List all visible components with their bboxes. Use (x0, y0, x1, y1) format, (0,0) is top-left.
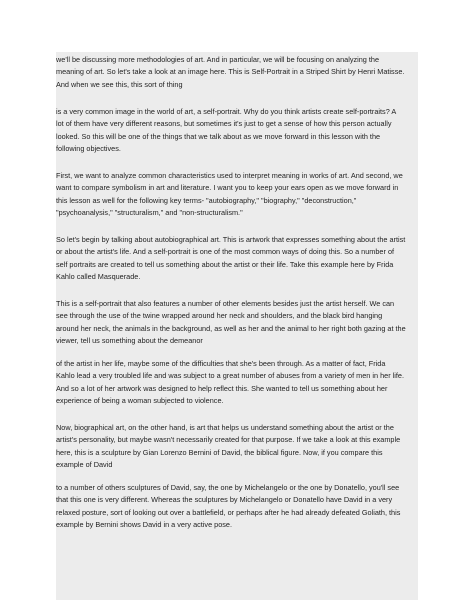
text-line: And when we see this, this sort of thing (56, 79, 183, 89)
text-line: artist's personality, but maybe wasn't necessarily created for that purpose. If we take a look at this example (56, 435, 401, 445)
paragraph-3 (56, 170, 403, 220)
text-line: experience of being a woman subjected to violence. (56, 396, 224, 406)
text-line: looked. So this will be one of the things that we talk about as we move forward in this lesson with the (56, 131, 381, 141)
text-line: that this one is very different. Whereas the sculptures by Michelangelo or Donatello have David in a very (56, 495, 393, 505)
text-line: around her neck, the animals in the background, as well as her and the animal to her right both gazing at the (56, 323, 406, 333)
text-line: Kahlo lead a very troubled life and was subject to a great number of abuses from a variety of men in her life. (56, 371, 405, 381)
text-line: This is a self-portrait that also features a number of other elements besides just the artist herself. We can (56, 299, 395, 308)
text-line: viewer, tell us something about the demeanor (56, 336, 203, 346)
text-line: Now, biographical art, on the other hand, is art that helps us understand something about the artist or the (56, 423, 394, 432)
text-line: "psychoanalysis," "structuralism," and "non-structuralism." (56, 208, 243, 218)
text-line: meaning of art. So let's take a look at an image here. This is Self-Portrait in a Striped Shirt by Henri Matisse. (56, 67, 405, 77)
paragraph-5 (56, 298, 406, 348)
text-line: following objectives. (56, 144, 121, 154)
document-body (56, 52, 418, 600)
paragraph-4 (56, 234, 405, 284)
text-line: to a number of others sculptures of David, say, the one by Michelangelo or the one by Donatello, you'll see (56, 483, 400, 492)
text-line: this lesson as well for the following key terms- "autobiography," "biography," "deconstruction," (56, 195, 357, 205)
paragraph-8 (56, 482, 400, 532)
text-line: we'll be discussing more methodologies of art. And in particular, we will be focusing on analyzing the (56, 55, 380, 64)
text-line: relaxed posture, sort of looking out over a battlefield, or perhaps after he had already defeated Goliath, this (56, 507, 401, 517)
text-line: And so a lot of her artwork was designed to help reflect this. She wanted to tell us something about her (56, 383, 388, 393)
text-line: lot of them have very different reasons, but sometimes it's just to get a sense of how this person actually (56, 119, 392, 129)
text-line: is a very common image in the world of art, a self-portrait. Why do you think artists create self-portraits? A (56, 107, 397, 116)
text-line: example by Bernini shows David in a very active pose. (56, 520, 233, 530)
text-line: self portraits are created to tell us something about the artist or their life. Take this example here by Frida (56, 259, 394, 269)
paragraph-1 (56, 54, 404, 91)
text-line: Kahlo called Masquerade. (56, 272, 141, 282)
text-line: or about the artist's life. And a self-portrait is one of the most common ways of doing this. So a number of (56, 247, 395, 257)
paragraph-7 (56, 422, 400, 472)
text-line: here, this is a sculpture by Gian Lorenzo Bernini of David, the biblical figure. Now, if you compare this (56, 447, 383, 457)
text-line: see through the use of the twine wrapped around her neck and shoulders, and the black bird hanging (56, 311, 383, 321)
paragraph-2 (56, 106, 396, 156)
text-line: So let's begin by talking about autobiographical art. This is artwork that expresses something about the artist (56, 235, 406, 244)
text-line: want to compare symbolism in art and literature. I want you to keep your ears open as we move forward in (56, 183, 399, 193)
paragraph-6 (56, 358, 404, 408)
text-line: First, we want to analyze common characteristics used to interpret meaning in works of art. And second, we (56, 171, 403, 180)
text-line: of the artist in her life, maybe some of the difficulties that she's been through. As a matter of fact, Frida (56, 359, 386, 368)
text-line: example of David (56, 460, 113, 470)
